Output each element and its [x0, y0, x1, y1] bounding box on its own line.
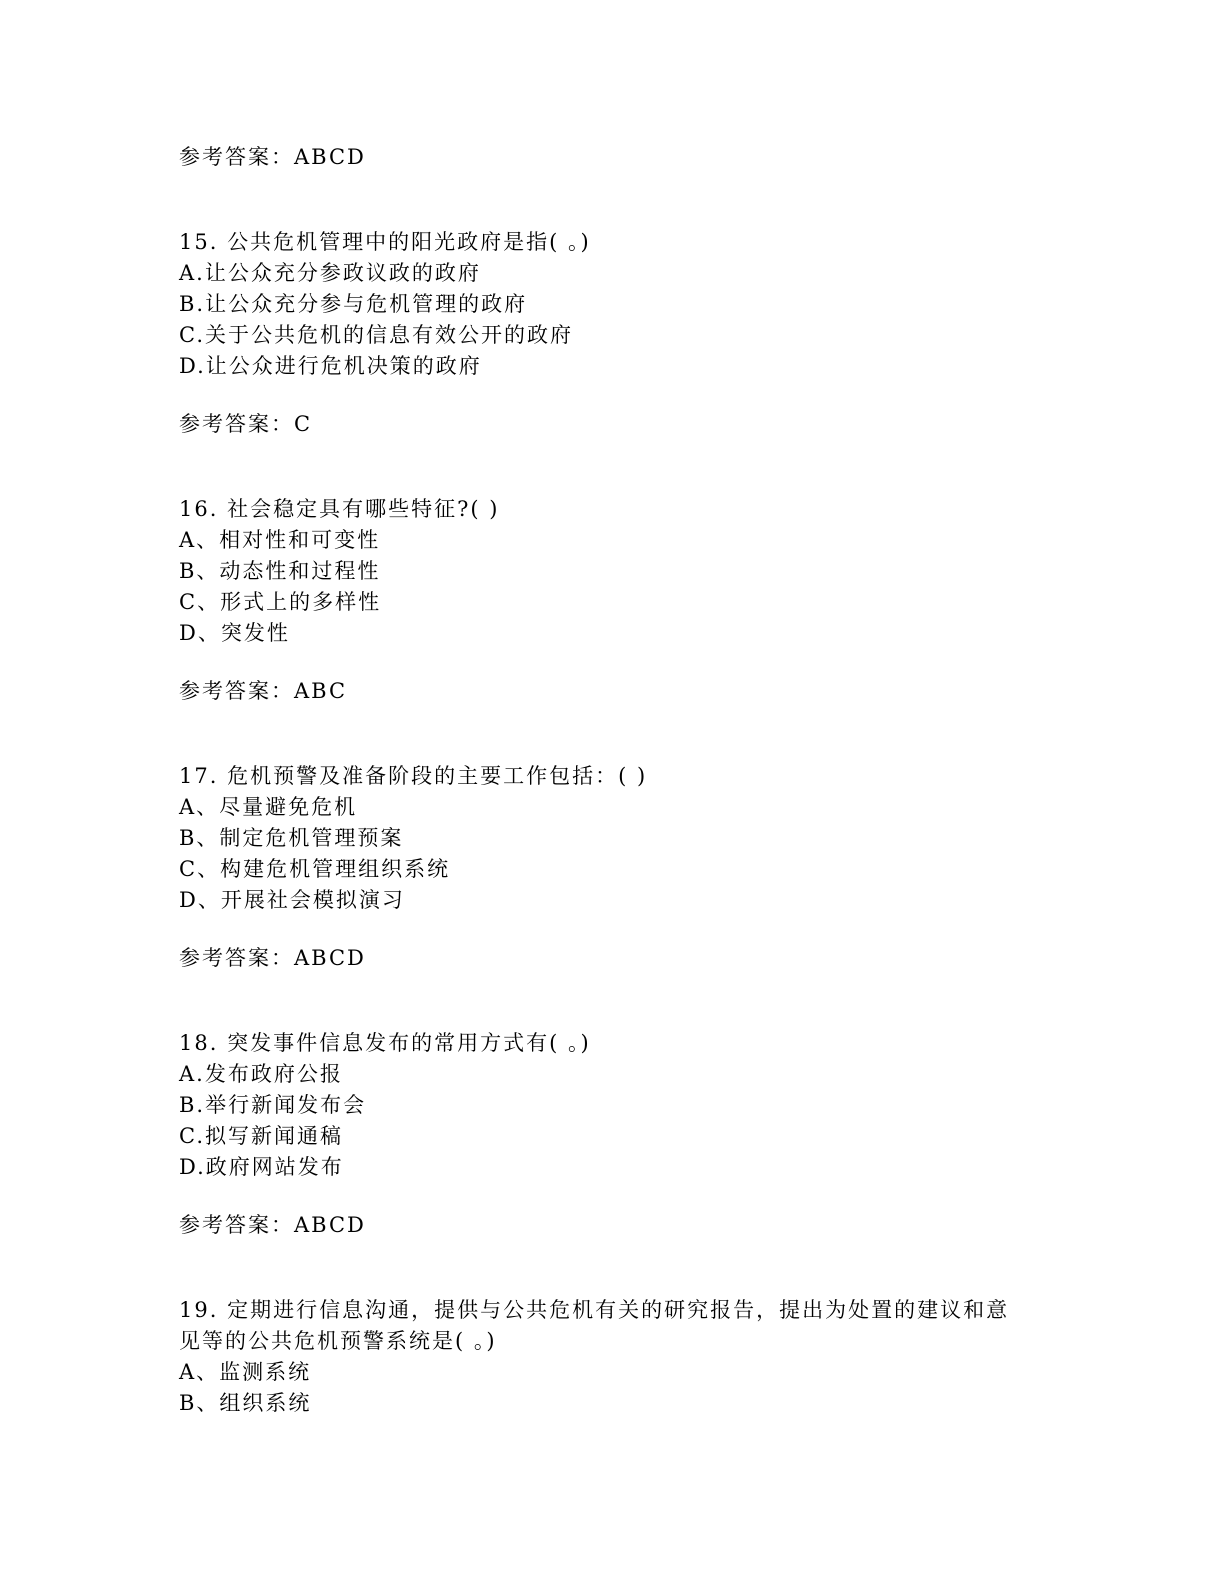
question-19-title-line-2: 见等的公共危机预警系统是( 。) [179, 1329, 497, 1353]
question-16-option-b: B、动态性和过程性 [179, 559, 381, 583]
question-19-option-a: A、监测系统 [179, 1360, 312, 1384]
question-17-answer: 参考答案：ABCD [179, 946, 366, 970]
question-16-option-c: C、形式上的多样性 [179, 590, 382, 614]
question-19-title-line-1: 19. 定期进行信息沟通，提供与公共危机有关的研究报告，提出为处置的建议和意 [179, 1298, 1010, 1322]
question-18-title: 18. 突发事件信息发布的常用方式有( 。) [179, 1031, 591, 1055]
question-17-title: 17. 危机预警及准备阶段的主要工作包括：( ) [179, 764, 648, 788]
question-18-option-d: D.政府网站发布 [179, 1155, 344, 1179]
question-16-option-d: D、突发性 [179, 621, 290, 645]
question-17-option-b: B、制定危机管理预案 [179, 826, 404, 850]
question-16-answer: 参考答案：ABC [179, 679, 348, 703]
question-17-option-c: C、构建危机管理组织系统 [179, 857, 451, 881]
question-18-option-a: A.发布政府公报 [179, 1062, 343, 1086]
question-16-option-a: A、相对性和可变性 [179, 528, 381, 552]
question-15-option-a: A.让公众充分参政议政的政府 [179, 261, 481, 285]
question-18-answer: 参考答案：ABCD [179, 1213, 366, 1237]
question-15-title: 15. 公共危机管理中的阳光政府是指( 。) [179, 230, 591, 254]
question-16-title: 16. 社会稳定具有哪些特征?( ) [179, 497, 500, 521]
question-19-option-b: B、组织系统 [179, 1391, 312, 1415]
question-18-option-c: C.拟写新闻通稿 [179, 1124, 343, 1148]
question-17-option-d: D、开展社会模拟演习 [179, 888, 405, 912]
question-15-option-c: C.关于公共危机的信息有效公开的政府 [179, 323, 573, 347]
question-18-option-b: B.举行新闻发布会 [179, 1093, 367, 1117]
question-15-answer: 参考答案：C [179, 412, 313, 436]
question-15-option-d: D.让公众进行危机决策的政府 [179, 354, 482, 378]
question-15-option-b: B.让公众充分参与危机管理的政府 [179, 292, 528, 316]
answer-14: 参考答案：ABCD [179, 145, 366, 169]
question-17-option-a: A、尽量避免危机 [179, 795, 358, 819]
